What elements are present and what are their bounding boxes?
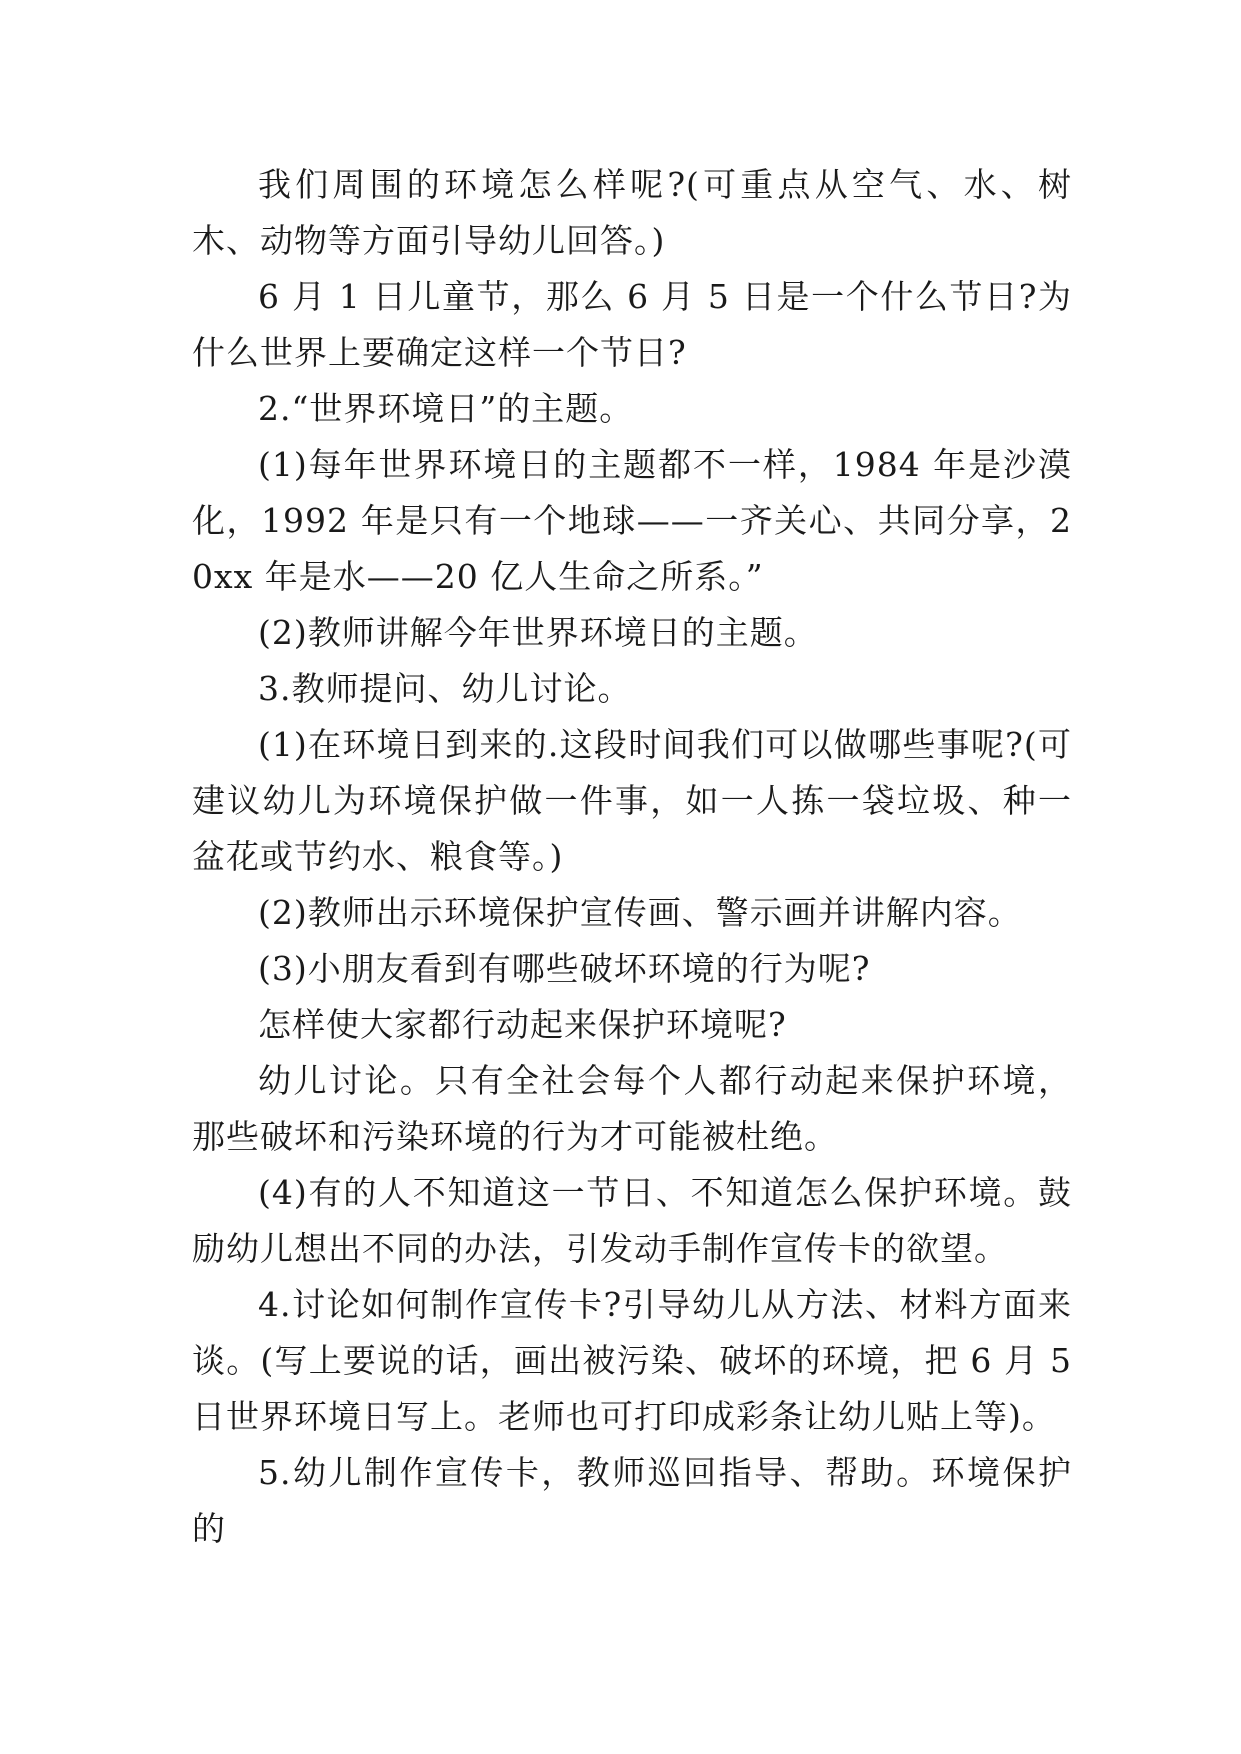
paragraph-make-cards-discussion: 4.讨论如何制作宣传卡?引导幼儿从方法、材料方面来谈。(写上要说的话，画出被污染、破坏的环境，把 6 月 5 日世界环境日写上。老师也可打印成彩条让幼儿贴上等)。 [192,1285,1072,1436]
paragraph-what-to-do: (1)在环境日到来的.这段时间我们可以做哪些事呢?(可建议幼儿为环境保护做一件事，如一人拣一袋垃圾、种一盆花或节约水、粮食等。) [192,725,1072,876]
paragraph-theme-history: (1)每年世界环境日的主题都不一样，1984 年是沙漠化，1992 年是只有一个地球——一齐关心、共同分享，20xx 年是水——20 亿人生命之所系。” [192,445,1072,596]
paragraph-harmful-behaviors: (3)小朋友看到有哪些破坏环境的行为呢? [258,949,871,988]
paragraph-children-make-cards: 5.幼儿制作宣传卡，教师巡回指导、帮助。环境保护的 [192,1453,1072,1548]
paragraph-children-discuss: 幼儿讨论。只有全社会每个人都行动起来保护环境，那些破坏和污染环境的行为才可能被杜绝。 [192,1061,1072,1156]
paragraph-june-fifth-question: 6 月 1 日儿童节，那么 6 月 5 日是一个什么节日?为什么世界上要确定这样一个节日? [192,277,1072,372]
paragraph-surroundings-question: 我们周围的环境怎么样呢?(可重点从空气、水、树木、动物等方面引导幼儿回答。) [192,165,1072,260]
paragraph-theme-heading: 2.“世界环境日”的主题。 [258,389,634,428]
paragraph-discussion-heading: 3.教师提问、幼儿讨论。 [258,669,632,708]
paragraph-show-posters: (2)教师出示环境保护宣传画、警示画并讲解内容。 [258,893,1022,932]
paragraph-theme-this-year: (2)教师讲解今年世界环境日的主题。 [258,613,818,652]
document-body [192,157,1072,1557]
paragraph-encourage-ideas: (4)有的人不知道这一节日、不知道怎么保护环境。鼓励幼儿想出不同的办法，引发动手制作宣传卡的欲望。 [192,1173,1072,1268]
paragraph-how-to-act: 怎样使大家都行动起来保护环境呢? [258,1005,787,1044]
